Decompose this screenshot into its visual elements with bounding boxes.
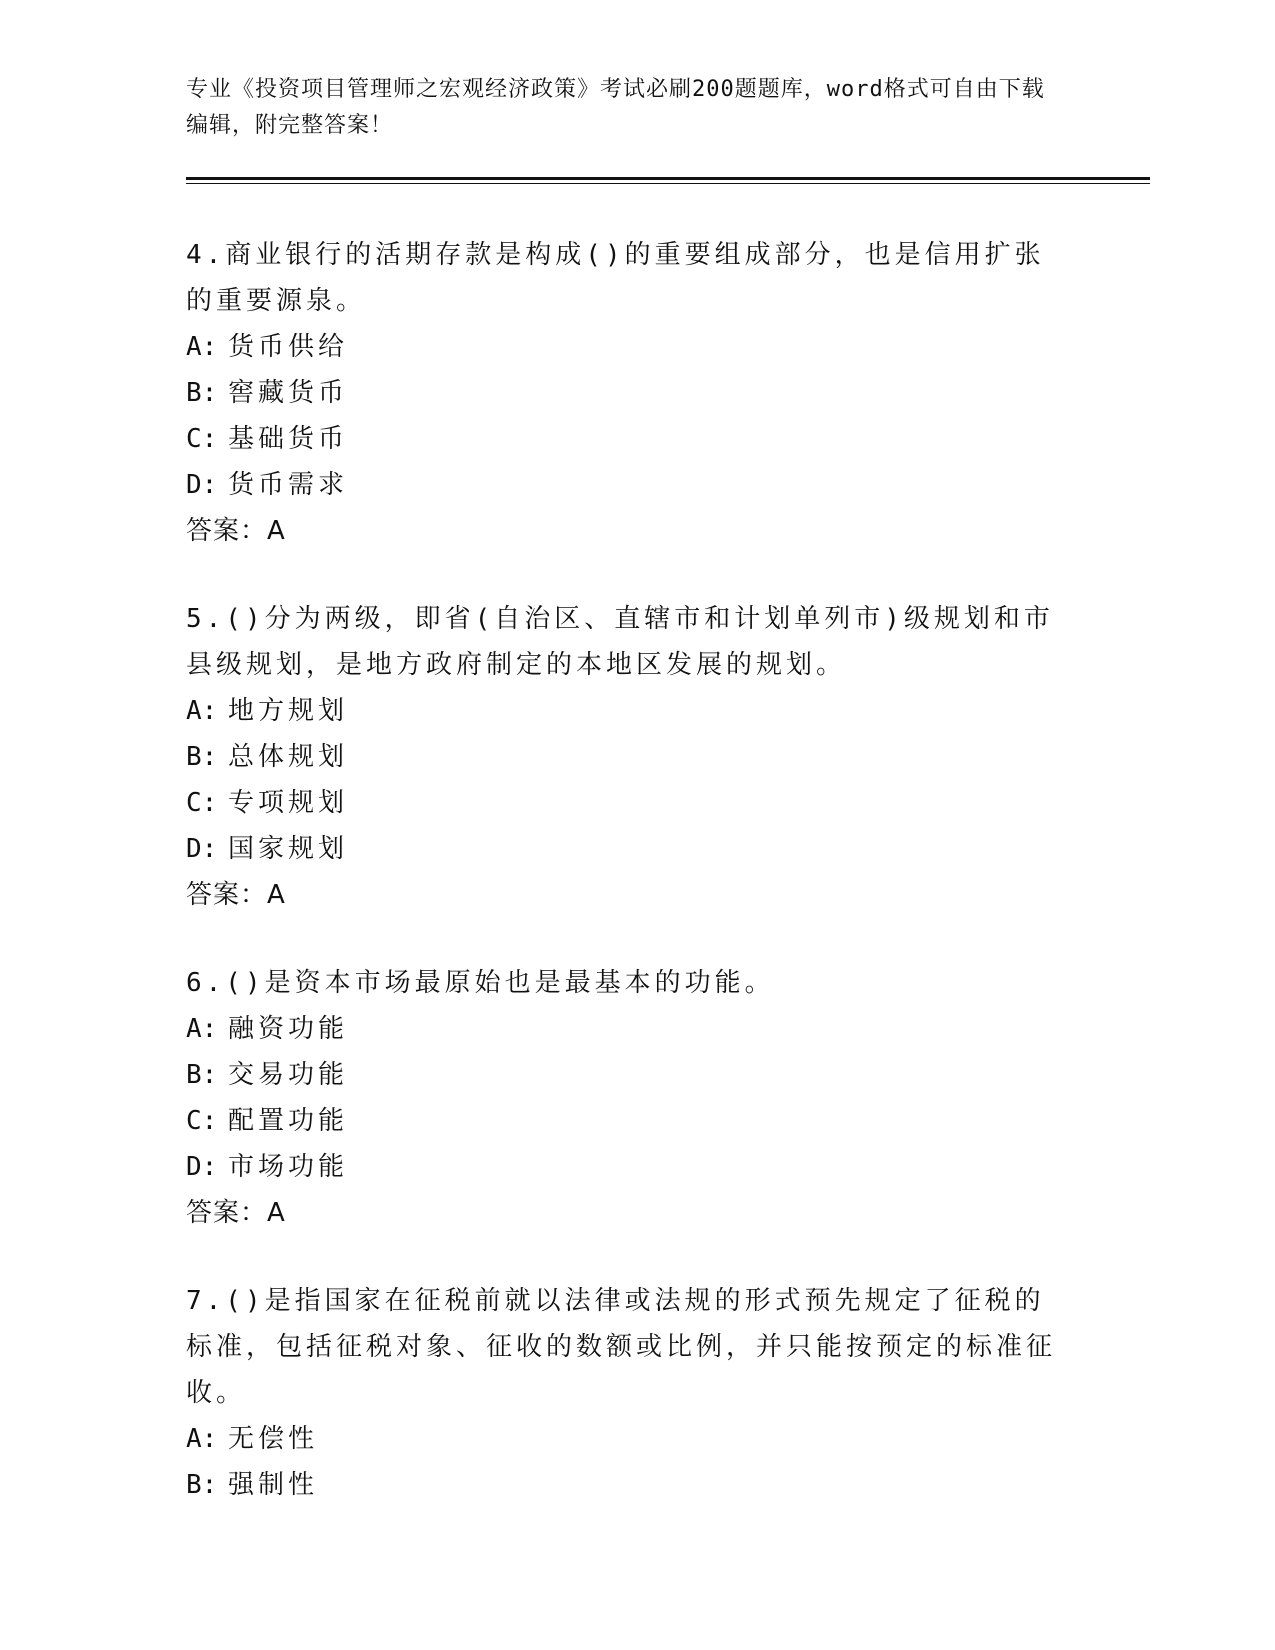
option-key: B:	[186, 1470, 218, 1500]
question-4	[186, 232, 1066, 554]
option-key: C:	[186, 424, 218, 454]
option-text: 市场功能	[228, 1152, 349, 1182]
option-key: A:	[186, 1424, 218, 1454]
option-b	[186, 1462, 1066, 1508]
option-text: 配置功能	[228, 1106, 349, 1136]
header-rule-thick	[186, 177, 1150, 180]
option-text: 地方规划	[228, 696, 349, 726]
answer-line: 答案：A	[186, 880, 286, 910]
option-text: 基础货币	[228, 424, 349, 454]
option-a	[186, 1006, 1066, 1052]
option-text: 货币供给	[228, 332, 349, 362]
option-key: C:	[186, 1106, 218, 1136]
option-key: B:	[186, 1060, 218, 1090]
option-a	[186, 324, 1066, 370]
option-key: A:	[186, 332, 218, 362]
option-c	[186, 1098, 1066, 1144]
option-text: 窖藏货币	[228, 378, 349, 408]
option-d	[186, 1144, 1066, 1190]
option-a	[186, 1416, 1066, 1462]
option-key: D:	[186, 470, 218, 500]
option-text: 货币需求	[228, 470, 349, 500]
option-b	[186, 1052, 1066, 1098]
question-stem: 6.()是资本市场最原始也是最基本的功能。	[186, 968, 775, 998]
answer-line: 答案：A	[186, 516, 286, 546]
question-stem: 7.()是指国家在征税前就以法律或法规的形式预先规定了征税的标准，包括征税对象、征收的数额或比例，并只能按预定的标准征收。	[186, 1286, 1057, 1408]
option-key: A:	[186, 696, 218, 726]
option-key: A:	[186, 1014, 218, 1044]
answer-line: 答案：A	[186, 1198, 286, 1228]
option-text: 无偿性	[228, 1424, 319, 1454]
option-key: D:	[186, 1152, 218, 1182]
option-b	[186, 734, 1066, 780]
option-b	[186, 370, 1066, 416]
question-7	[186, 1278, 1066, 1508]
option-d	[186, 462, 1066, 508]
question-stem: 5.()分为两级，即省(自治区、直辖市和计划单列市)级规划和市县级规划，是地方政府制定的本地区发展的规划。	[186, 604, 1054, 680]
option-key: B:	[186, 378, 218, 408]
option-key: B:	[186, 742, 218, 772]
option-c	[186, 780, 1066, 826]
option-text: 融资功能	[228, 1014, 349, 1044]
option-key: D:	[186, 834, 218, 864]
option-text: 总体规划	[228, 742, 349, 772]
question-stem: 4.商业银行的活期存款是构成()的重要组成部分，也是信用扩张的重要源泉。	[186, 240, 1045, 316]
question-5	[186, 596, 1066, 918]
header-rule-thin	[186, 183, 1150, 184]
option-d	[186, 826, 1066, 872]
question-6	[186, 960, 1066, 1236]
option-text: 强制性	[228, 1470, 319, 1500]
option-text: 交易功能	[228, 1060, 349, 1090]
option-a	[186, 688, 1066, 734]
option-text: 国家规划	[228, 834, 349, 864]
question-list	[186, 232, 1066, 1550]
option-c	[186, 416, 1066, 462]
option-key: C:	[186, 788, 218, 818]
option-text: 专项规划	[228, 788, 349, 818]
document-header: 专业《投资项目管理师之宏观经济政策》考试必刷200题题库，word格式可自由下载编辑，附完整答案！	[186, 77, 1045, 138]
